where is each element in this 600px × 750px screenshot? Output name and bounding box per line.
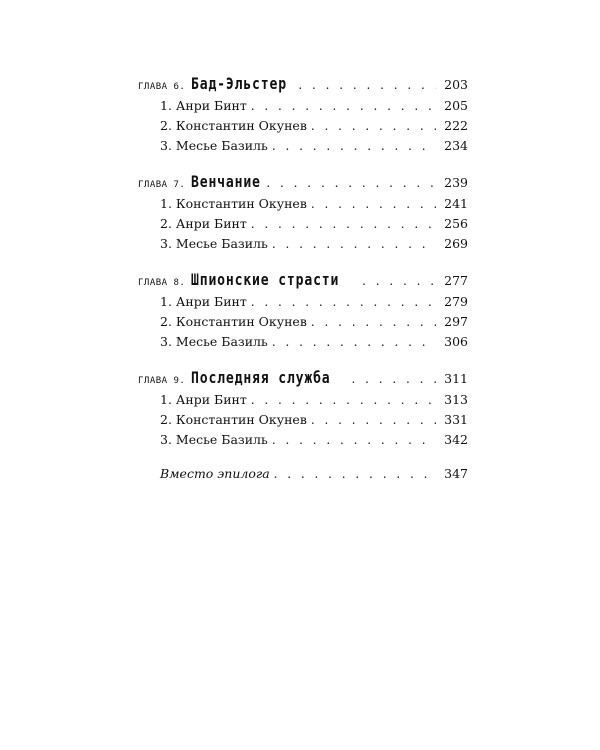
section-title: 2. Константин Окунев	[160, 314, 307, 329]
section-title: 3. Месье Базиль	[160, 432, 268, 447]
page-number: 222	[444, 118, 468, 133]
section-entry	[138, 236, 468, 256]
section-entry	[138, 216, 468, 236]
page-number: 342	[444, 432, 468, 447]
section-title: 2. Анри Бинт	[160, 216, 247, 231]
section-entry	[138, 118, 468, 138]
chapter-title: Шпионские страсти	[191, 270, 340, 289]
dot-leader	[266, 176, 436, 190]
dot-leader	[311, 413, 436, 427]
chapter-title: Венчание	[191, 172, 262, 191]
section-entry	[138, 196, 468, 216]
chapter-heading	[138, 270, 468, 294]
page-number: 205	[444, 98, 468, 113]
chapter-label: ГЛАВА 6.	[138, 82, 186, 92]
chapter-label: ГЛАВА 9.	[138, 376, 186, 386]
chapter-heading	[138, 368, 468, 392]
dot-leader	[272, 433, 436, 447]
chapter-title: Бад-Эльстер	[191, 74, 288, 93]
page-number: 239	[444, 175, 468, 190]
section-entry	[138, 98, 468, 118]
dot-leader	[251, 295, 436, 309]
dot-leader	[272, 335, 436, 349]
epilogue-entry	[138, 466, 468, 486]
dot-leader	[311, 119, 436, 133]
section-title: 3. Месье Базиль	[160, 236, 268, 251]
section-title: 1. Анри Бинт	[160, 98, 247, 113]
page-number: 306	[444, 334, 468, 349]
section-title: 3. Месье Базиль	[160, 334, 268, 349]
dot-leader	[351, 372, 436, 386]
chapter-label: ГЛАВА 7.	[138, 180, 186, 190]
section-entry	[138, 294, 468, 314]
section-entry	[138, 412, 468, 432]
section-title: 1. Константин Окунев	[160, 196, 307, 211]
dot-leader	[311, 197, 436, 211]
page-number: 331	[444, 412, 468, 427]
epilogue-title: Вместо эпилога	[160, 466, 270, 481]
dot-leader	[362, 274, 436, 288]
page-number: 297	[444, 314, 468, 329]
chapter-heading	[138, 74, 468, 98]
dot-leader	[272, 139, 436, 153]
chapter-9	[138, 368, 468, 452]
page-number: 269	[444, 236, 468, 251]
dot-leader	[251, 99, 436, 113]
section-entry	[138, 314, 468, 334]
chapter-heading	[138, 172, 468, 196]
page-number: 277	[444, 273, 468, 288]
page-number: 241	[444, 196, 468, 211]
section-entry	[138, 392, 468, 412]
section-entry	[138, 138, 468, 158]
section-title: 2. Константин Окунев	[160, 412, 307, 427]
page-number: 279	[444, 294, 468, 309]
table-of-contents	[138, 74, 468, 486]
page-number: 313	[444, 392, 468, 407]
page-number: 311	[444, 371, 468, 386]
section-entry	[138, 432, 468, 452]
section-title: 3. Месье Базиль	[160, 138, 268, 153]
dot-leader	[272, 237, 436, 251]
dot-leader	[251, 217, 436, 231]
chapter-7	[138, 172, 468, 256]
chapter-label: ГЛАВА 8.	[138, 278, 186, 288]
page-number: 256	[444, 216, 468, 231]
section-entry	[138, 334, 468, 354]
dot-leader	[251, 393, 436, 407]
page-number: 203	[444, 77, 468, 92]
dot-leader	[298, 78, 436, 92]
chapter-8	[138, 270, 468, 354]
page-number: 347	[444, 466, 468, 481]
section-title: 1. Анри Бинт	[160, 294, 247, 309]
section-title: 1. Анри Бинт	[160, 392, 247, 407]
dot-leader	[311, 315, 436, 329]
chapter-title: Последняя служба	[191, 368, 331, 387]
chapter-6	[138, 74, 468, 158]
dot-leader	[274, 467, 436, 481]
section-title: 2. Константин Окунев	[160, 118, 307, 133]
page-number: 234	[444, 138, 468, 153]
